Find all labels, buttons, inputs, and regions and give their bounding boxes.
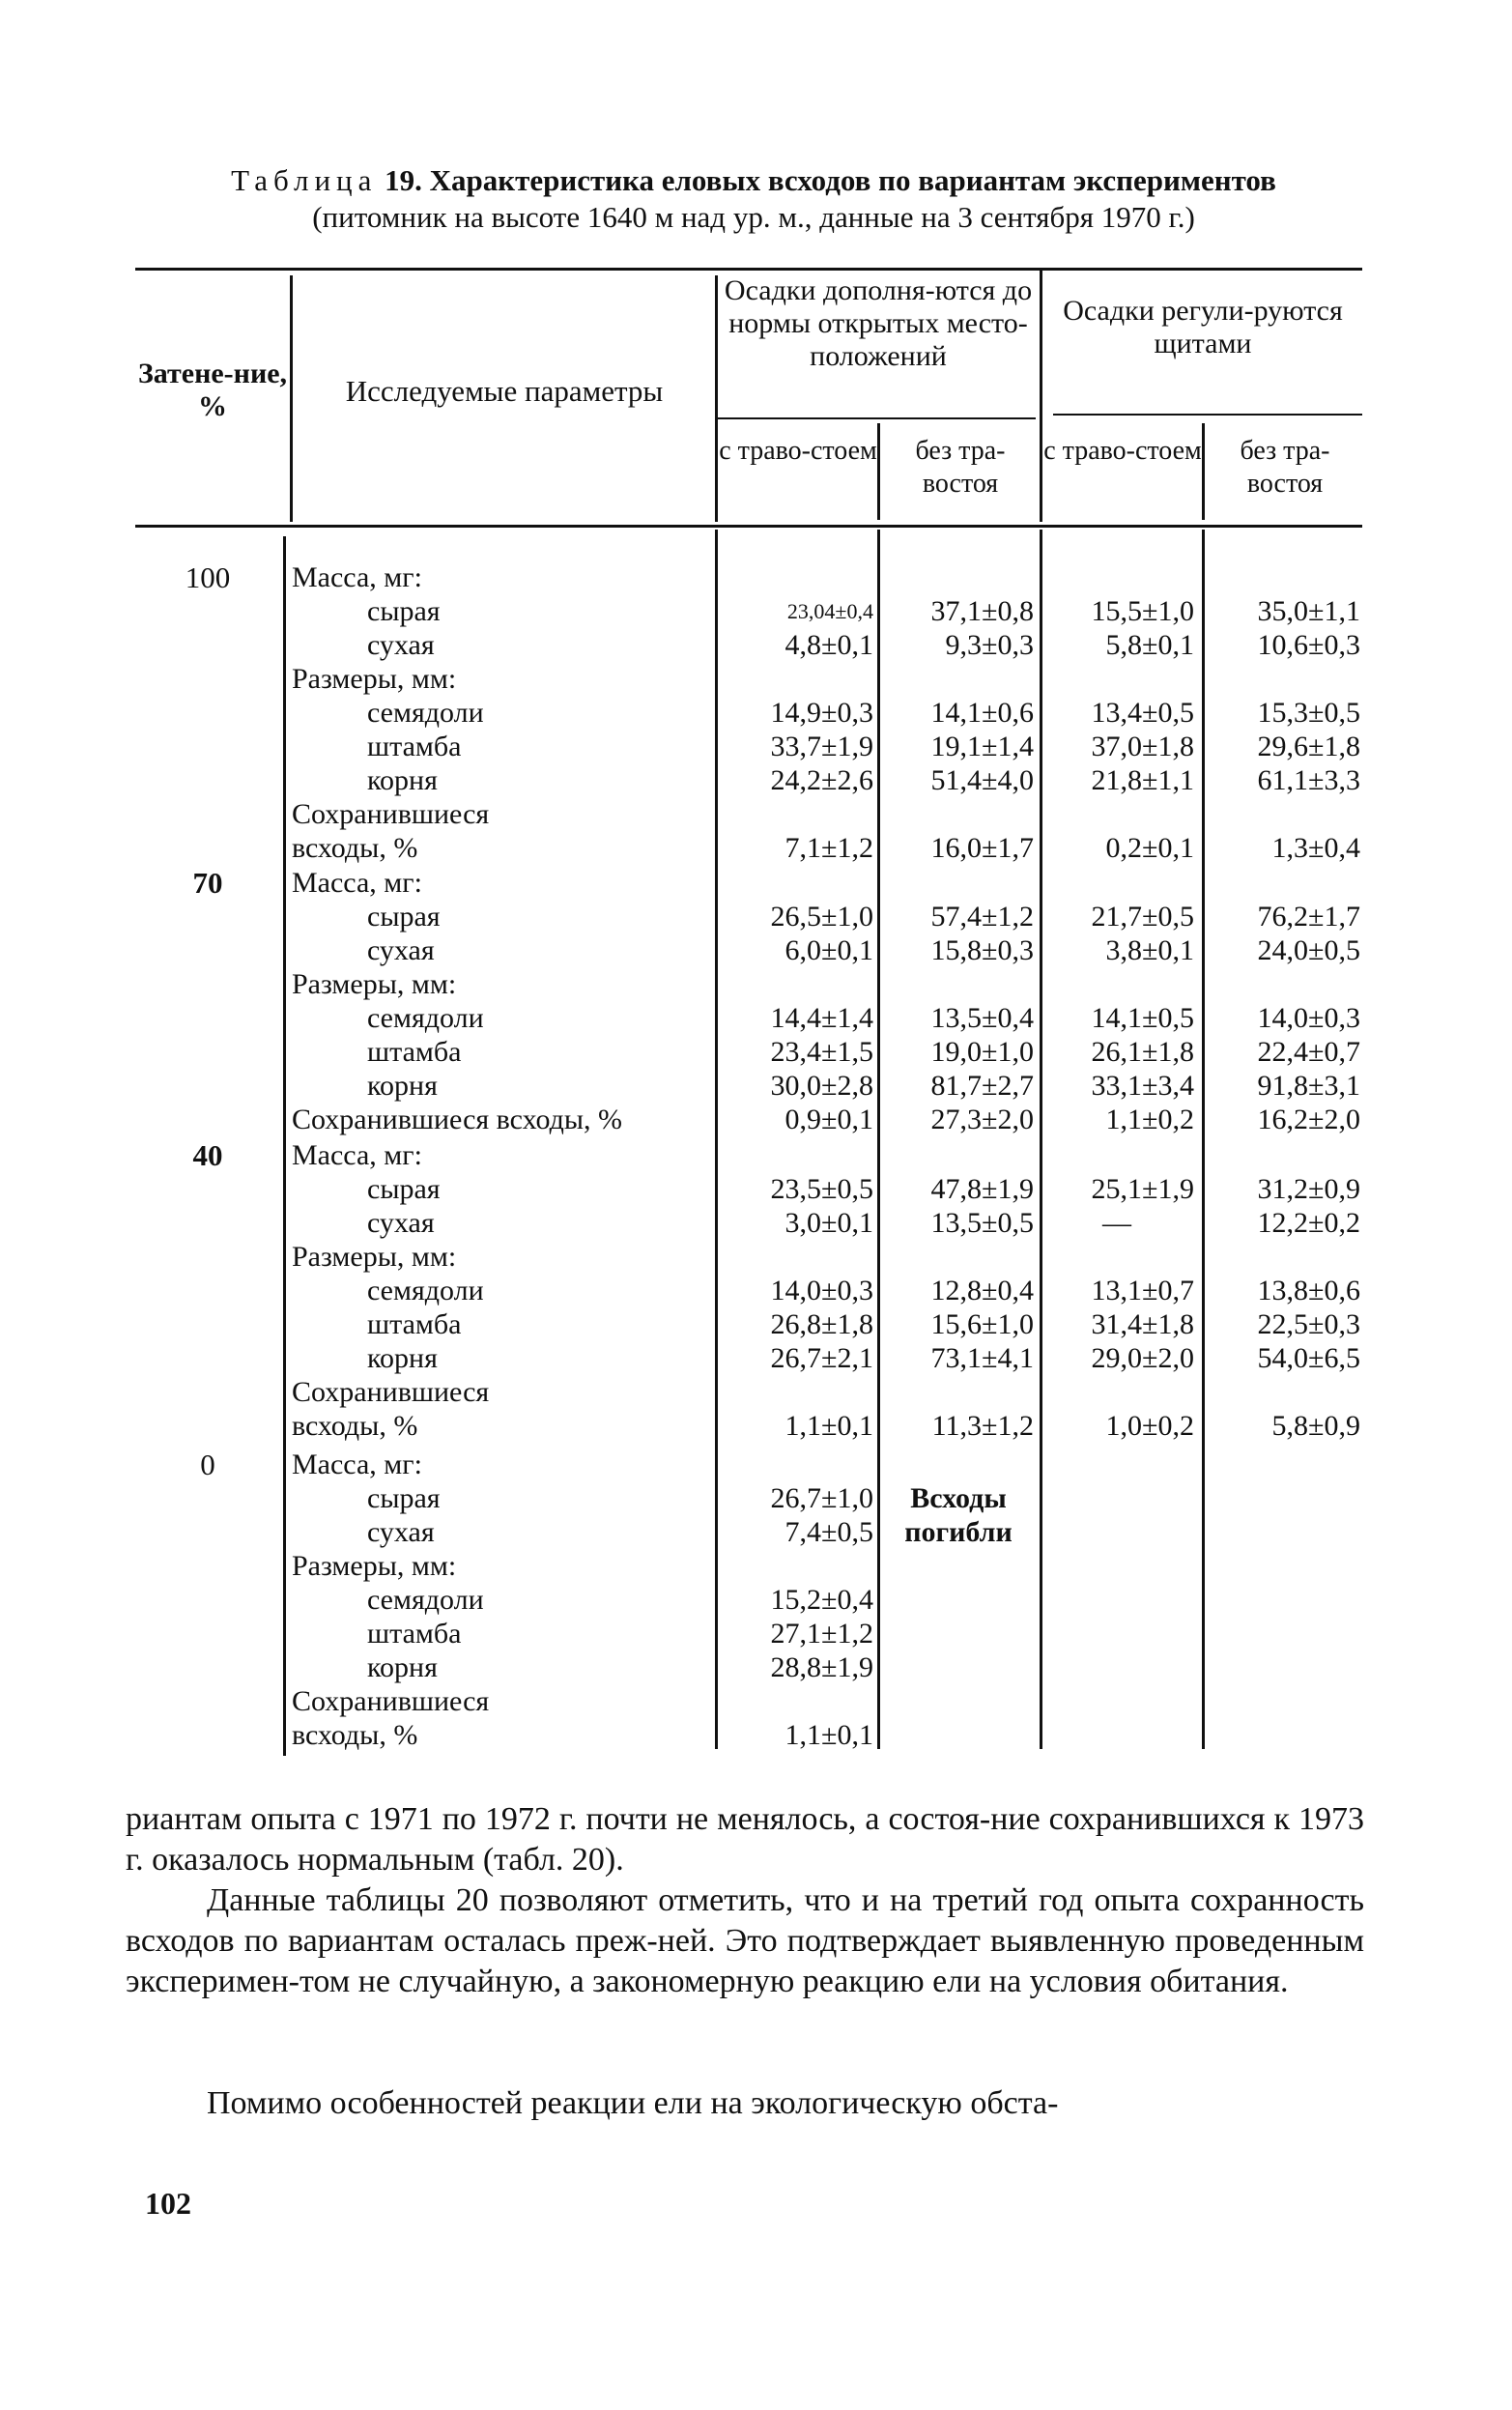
param-mass-label: Масса, мг: [292,867,422,899]
value-cell: 27,1±1,2 [770,1618,873,1650]
value-cell: 11,3±1,2 [931,1410,1034,1442]
value-cell: 13,8±0,6 [1257,1275,1360,1306]
value-cell: 26,7±1,0 [770,1482,873,1514]
paragraph-1: риантам опыта с 1971 по 1972 г. почти не менялось, а состоя-ние сохранившихся к 1973 г. оказалось нормальным (табл. 20). [126,1801,1364,1878]
body-divider-2 [715,530,718,1749]
param-raw-label: сырая [367,901,441,932]
value-cell: 26,8±1,8 [770,1308,873,1340]
header-divider-1 [290,275,293,522]
shading-value: 0 [200,1448,215,1481]
value-cell: 23,4±1,5 [770,1036,873,1068]
value-cell: 14,4±1,4 [770,1002,873,1034]
header-divider-4 [1040,271,1042,522]
value-cell: 57,4±1,2 [930,901,1034,932]
param-stem-label: штамба [367,731,462,762]
value-cell: 3,0±0,1 [785,1207,873,1239]
value-cell: 26,5±1,0 [770,901,873,932]
value-cell: 24,2±2,6 [770,764,873,796]
param-dry-label: сухая [367,1207,435,1239]
value-cell: 91,8±3,1 [1257,1070,1360,1102]
param-root-label: корня [367,1342,438,1374]
value-cell: 0,2±0,1 [1105,832,1194,864]
param-survived-label-line1: Сохранившиеся [292,1685,490,1717]
shading-value: 100 [185,560,231,594]
table-top-rule [135,268,1362,271]
value-cell: 16,2±2,0 [1257,1104,1360,1135]
param-survived-label-line2: всходы, % [292,1719,418,1751]
value-cell: 14,1±0,5 [1091,1002,1194,1034]
param-dry-label: сухая [367,934,435,966]
value-cell: — [1102,1207,1131,1239]
value-cell: 22,5±0,3 [1257,1308,1360,1340]
value-cell: 10,6±0,3 [1257,629,1360,661]
value-cell: 5,8±0,1 [1105,629,1194,661]
value-cell: 15,2±0,4 [770,1584,873,1616]
param-mass-label: Масса, мг: [292,1449,422,1480]
value-cell: 30,0±2,8 [770,1070,873,1102]
value-cell: 0,9±0,1 [785,1104,873,1135]
value-cell: 35,0±1,1 [1257,595,1360,627]
param-survived-label-line2: всходы, % [292,1410,418,1442]
param-cotyledons-label: семядоли [367,697,484,729]
value-cell: 13,5±0,4 [930,1002,1034,1034]
param-raw-label: сырая [367,595,441,627]
value-cell: 27,3±2,0 [930,1104,1034,1135]
value-cell: 15,6±1,0 [930,1308,1034,1340]
value-cell: 12,8±0,4 [930,1275,1034,1306]
param-raw-label: сырая [367,1482,441,1514]
value-cell: 13,1±0,7 [1091,1275,1194,1306]
header-group-2: Осадки регули-руются щитами [1063,295,1343,359]
shading-value: 70 [192,866,223,900]
value-cell: 15,5±1,0 [1091,595,1194,627]
param-dry-label: сухая [367,1516,435,1548]
body-divider-1 [283,536,286,1756]
value-cell: 33,1±3,4 [1091,1070,1194,1102]
value-cell: 16,0±1,7 [930,832,1034,864]
value-cell: 31,2±0,9 [1257,1173,1360,1205]
note-seedlings-died: Всходы [910,1482,1007,1514]
value-cell: 26,7±2,1 [770,1342,873,1374]
caption-label: Таблица [231,163,378,197]
value-cell: 47,8±1,9 [930,1173,1034,1205]
header-shading: Затене-ние, % [137,358,288,422]
caption-title: 19. Характеристика еловых всходов по вариантам экспериментов [385,163,1276,197]
value-cell: 15,3±0,5 [1257,697,1360,729]
value-cell: 21,7±0,5 [1091,901,1194,932]
value-cell: 22,4±0,7 [1257,1036,1360,1068]
note-seedlings-died-2: погибли [904,1516,1013,1548]
header-sub-2: без тра-востоя [915,436,1006,499]
header-group-1: Осадки дополня-ются до нормы открытых место-положений [724,274,1033,372]
value-cell: 37,0±1,8 [1091,731,1194,762]
header-bottom-rule [135,525,1362,528]
paragraph-2: Данные таблицы 20 позволяют отметить, что и на третий год опыта сохранность всходов по вариантам осталась преж-ней. Это подтверждает выявленную проведенным эксперимен-том не случайную, а закономерную реакцию ели на условия обитания. [126,1882,1364,1999]
value-cell: 23,5±0,5 [770,1173,873,1205]
param-cotyledons-label: семядоли [367,1002,484,1034]
value-cell: 15,8±0,3 [930,934,1034,966]
value-cell: 14,0±0,3 [1257,1002,1360,1034]
header-sub-1: с траво-стоем [719,436,877,466]
paragraph-3: Помимо особенностей реакции ели на экологическую обста- [207,2085,1059,2121]
header-parameters: Исследуемые параметры [345,374,664,408]
param-root-label: корня [367,1651,438,1683]
value-cell: 19,0±1,0 [930,1036,1034,1068]
value-cell: 29,0±2,0 [1091,1342,1194,1374]
param-survived-label: Сохранившиеся всходы, % [292,1104,622,1135]
value-cell: 19,1±1,4 [930,731,1034,762]
value-cell: 28,8±1,9 [770,1651,873,1683]
value-cell: 4,8±0,1 [785,629,873,661]
value-cell: 12,2±0,2 [1257,1207,1360,1239]
value-cell: 6,0±0,1 [785,934,873,966]
value-cell: 29,6±1,8 [1257,731,1360,762]
value-cell: 3,8±0,1 [1105,934,1194,966]
value-cell: 5,8±0,9 [1271,1410,1360,1442]
param-raw-label: сырая [367,1173,441,1205]
value-cell: 14,9±0,3 [770,697,873,729]
value-cell: 81,7±2,7 [930,1070,1034,1102]
param-mass-label: Масса, мг: [292,561,422,593]
param-root-label: корня [367,1070,438,1102]
param-root-label: корня [367,764,438,796]
param-cotyledons-label: семядоли [367,1275,484,1306]
header-group2-rule [1053,414,1362,416]
param-dry-label: сухая [367,629,435,661]
value-cell: 1,3±0,4 [1271,832,1360,864]
header-divider-3 [877,423,880,520]
param-sizes-label: Размеры, мм: [292,1550,457,1582]
table-caption [135,162,1372,236]
value-cell: 33,7±1,9 [770,731,873,762]
page-number: 102 [145,2186,191,2221]
caption-subtitle: (питомник на высоте 1640 м над ур. м., данные на 3 сентября 1970 г.) [312,200,1195,234]
header-divider-2 [715,275,718,522]
value-cell: 14,1±0,6 [930,697,1034,729]
value-cell: 37,1±0,8 [930,595,1034,627]
value-cell: 1,1±0,1 [785,1410,873,1442]
param-stem-label: штамба [367,1308,462,1340]
value-cell: 14,0±0,3 [770,1275,873,1306]
param-cotyledons-label: семядоли [367,1584,484,1616]
value-cell: 25,1±1,9 [1091,1173,1194,1205]
value-cell: 73,1±4,1 [930,1342,1034,1374]
value-cell: 1,1±0,1 [785,1719,873,1751]
value-cell: 26,1±1,8 [1091,1036,1194,1068]
value-cell: 76,2±1,7 [1257,901,1360,932]
param-survived-label-line2: всходы, % [292,832,418,864]
param-sizes-label: Размеры, мм: [292,663,457,695]
param-stem-label: штамба [367,1618,462,1650]
param-stem-label: штамба [367,1036,462,1068]
value-cell: 9,3±0,3 [945,629,1034,661]
shading-value: 40 [192,1138,223,1172]
value-cell: 21,8±1,1 [1091,764,1194,796]
value-cell: 24,0±0,5 [1257,934,1360,966]
header-sub-4: без тра-востоя [1240,436,1330,499]
value-cell: 1,1±0,2 [1105,1104,1194,1135]
value-cell: 13,5±0,5 [930,1207,1034,1239]
value-cell: 7,1±1,2 [785,832,873,864]
header-group1-rule [717,417,1036,419]
param-mass-label: Масса, мг: [292,1139,422,1171]
value-cell: 23,04±0,4 [786,599,873,623]
header-sub-3: с траво-стоем [1043,436,1202,466]
value-cell: 51,4±4,0 [930,764,1034,796]
param-survived-label-line1: Сохранившиеся [292,1376,490,1408]
param-survived-label-line1: Сохранившиеся [292,798,490,830]
value-cell: 13,4±0,5 [1091,697,1194,729]
value-cell: 31,4±1,8 [1091,1308,1194,1340]
value-cell: 1,0±0,2 [1105,1410,1194,1442]
header-divider-5 [1202,423,1205,520]
value-cell: 61,1±3,3 [1257,764,1360,796]
value-cell: 54,0±6,5 [1257,1342,1360,1374]
param-sizes-label: Размеры, мм: [292,968,457,1000]
param-sizes-label: Размеры, мм: [292,1241,457,1273]
value-cell: 7,4±0,5 [785,1516,873,1548]
